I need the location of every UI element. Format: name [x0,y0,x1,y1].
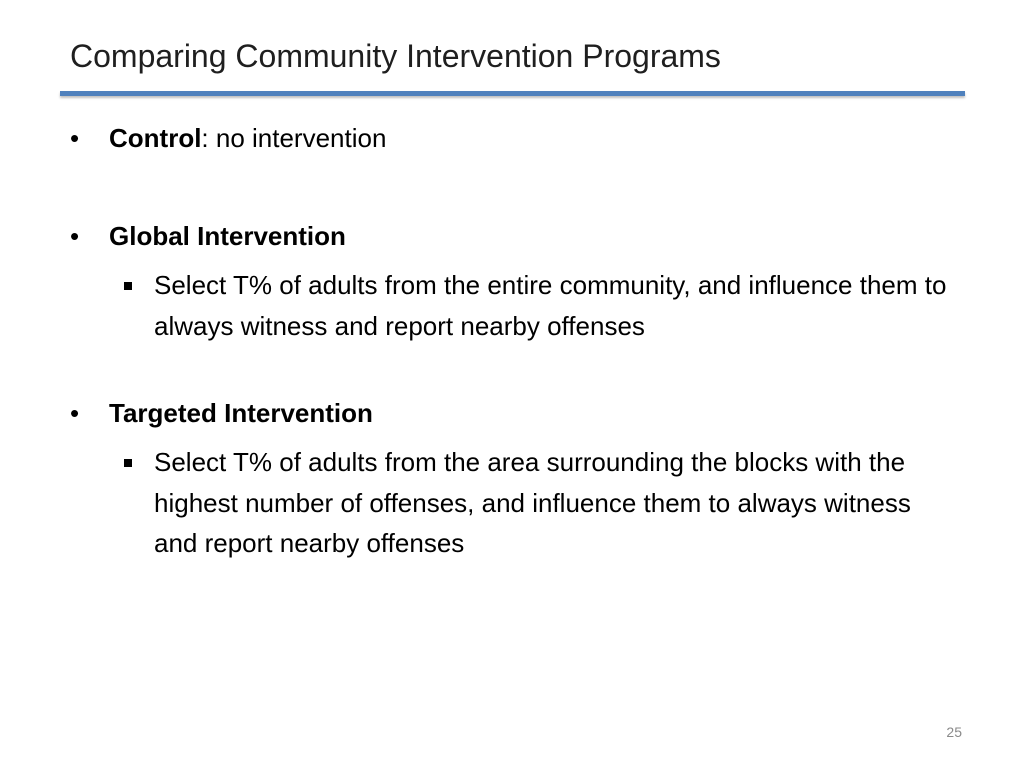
slide-body [70,119,970,564]
slide-title: Comparing Community Intervention Programs [70,38,721,74]
bullet-control [70,119,970,157]
page-number: 25 [946,724,962,740]
bullet-heading: Targeted Intervention [109,398,373,428]
square-bullet-icon [124,459,132,467]
bullet-heading: Control [109,123,202,153]
bullet-dot-icon: • [70,398,80,428]
sub-bullet-global [154,265,954,346]
bullet-dot-icon: • [70,123,80,153]
bullet-heading: Global Intervention [109,221,346,251]
sub-bullet-text: Select T% of adults from the entire community, and influence them to always witness and report nearby offenses [154,270,947,341]
bullet-global-intervention [70,217,970,255]
bullet-targeted-intervention [70,394,970,432]
bullet-text: : no intervention [201,123,387,153]
sub-bullet-text: Select T% of adults from the area surrounding the blocks with the highest number of offenses, and influence them to always witness and report nearby offenses [154,447,911,558]
square-bullet-icon [124,282,132,290]
sub-bullet-targeted [154,442,954,564]
title-underline [60,91,965,96]
bullet-dot-icon: • [70,221,80,251]
